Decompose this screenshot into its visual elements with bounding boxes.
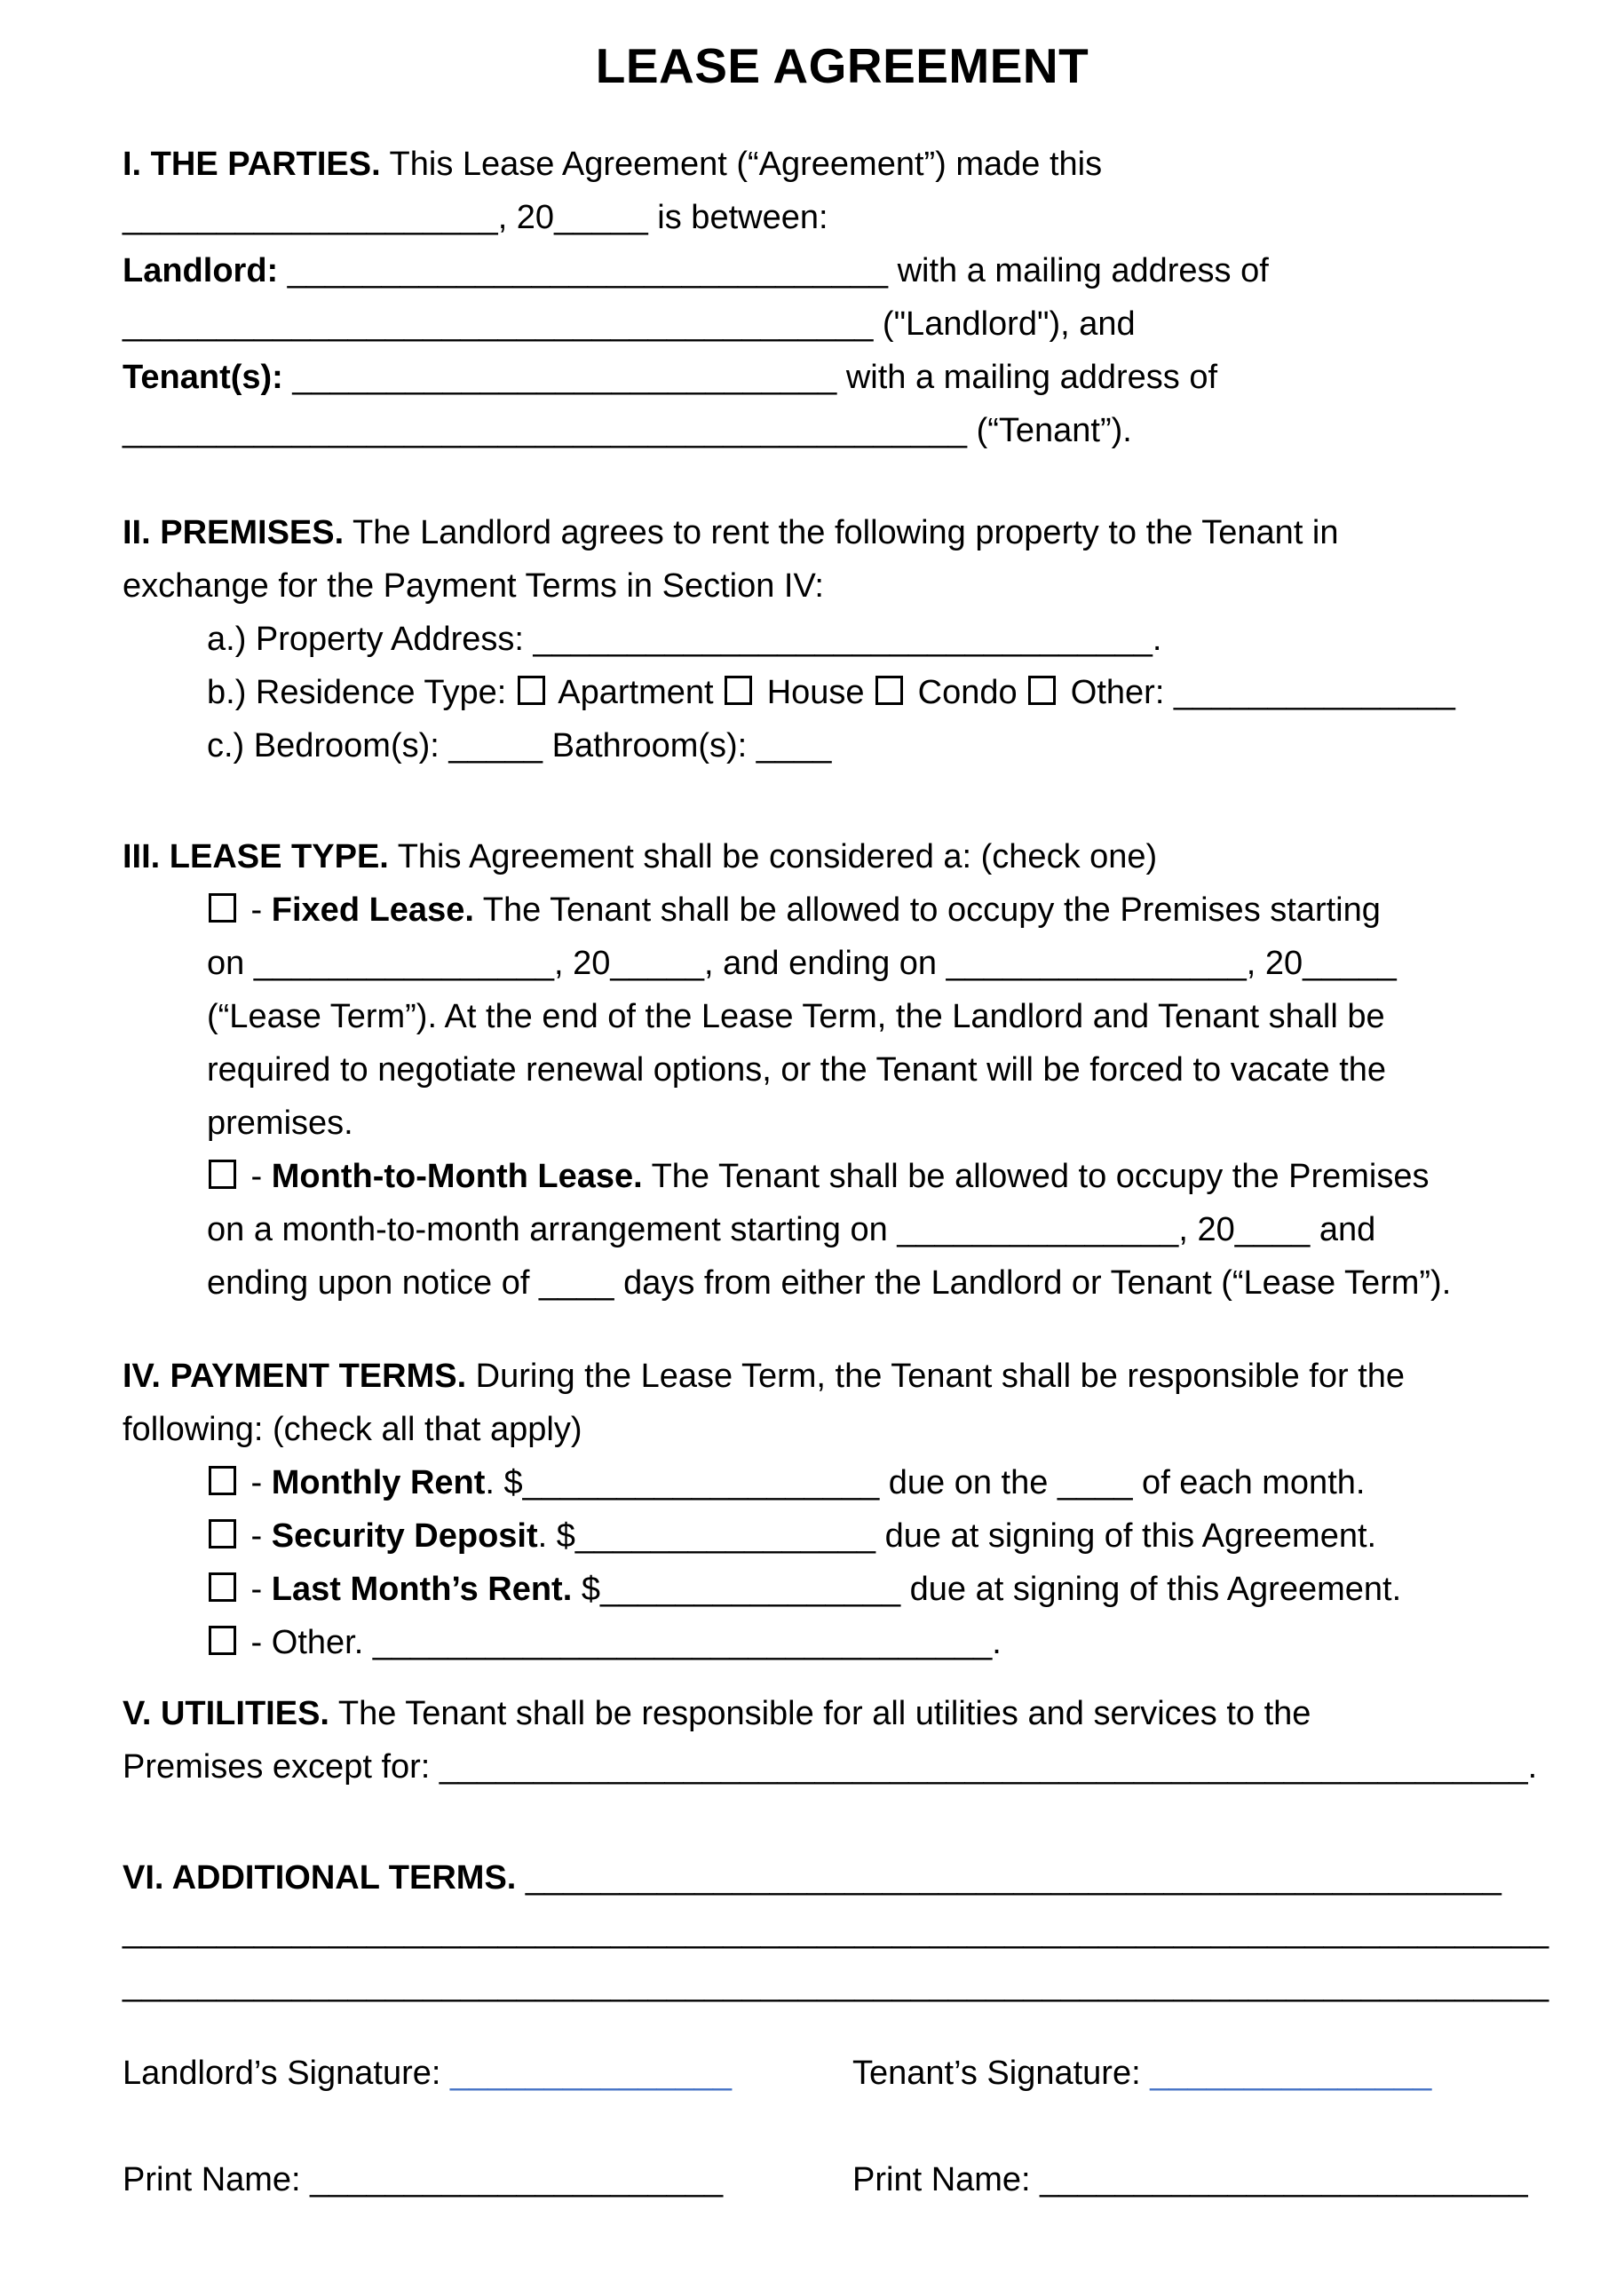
fixed-start-date-blank[interactable]: ________________ xyxy=(253,945,554,982)
bold-label: V. UTILITIES. xyxy=(123,1695,329,1732)
text-run: The Tenant shall be responsible for all utilities and services to the xyxy=(329,1695,1311,1732)
text-run: . $ xyxy=(485,1464,523,1501)
bold-label: III. LEASE TYPE. xyxy=(123,838,389,875)
tenant-name-blank[interactable]: _____________________________ xyxy=(292,359,837,396)
text-run: due at signing of this Agreement. xyxy=(875,1517,1377,1555)
fixed-end-year-blank[interactable]: _____ xyxy=(1303,945,1397,982)
bold-label: Monthly Rent xyxy=(271,1464,486,1501)
text-run: days from either the Landlord or Tenant (“Lease Term”). xyxy=(614,1264,1452,1302)
security-deposit-checkbox[interactable] xyxy=(209,1519,236,1548)
text-run: - xyxy=(242,1158,272,1195)
text-run: and xyxy=(1310,1211,1376,1248)
text-run: , 20 xyxy=(1178,1211,1235,1248)
text-run: The Tenant shall be allowed to occupy the Premises starting xyxy=(473,891,1381,929)
text-line xyxy=(123,297,1562,351)
mtm-start-date-blank[interactable]: _______________ xyxy=(897,1211,1179,1248)
rent-due-day-blank[interactable]: ____ xyxy=(1057,1464,1133,1501)
text-line xyxy=(123,1097,1562,1150)
monthly-rent-amount-blank[interactable]: ___________________ xyxy=(522,1464,880,1501)
bold-label: Tenant(s): xyxy=(123,359,293,396)
text-run: $ xyxy=(572,1571,600,1608)
other-residence-checkbox[interactable] xyxy=(1028,676,1056,705)
text-line xyxy=(123,191,1562,244)
text-line xyxy=(123,1687,1562,1740)
text-line xyxy=(123,1905,1562,1958)
text-run: This Agreement shall be considered a: (check one) xyxy=(388,838,1158,875)
signature-column xyxy=(852,2047,1431,2100)
text-run: , 20 xyxy=(553,945,611,982)
section-signatures xyxy=(123,2047,1562,2206)
bathrooms-blank[interactable]: ____ xyxy=(756,727,832,764)
text-run: ending upon notice of xyxy=(207,1264,539,1302)
text-run: The Landlord agrees to rent the following property to the Tenant in xyxy=(344,514,1339,551)
text-line xyxy=(123,1403,1562,1456)
text-run: required to negotiate renewal options, or the Tenant will be forced to vacate the xyxy=(207,1051,1387,1089)
text-run: . xyxy=(1527,1748,1538,1786)
last-months-rent-amount-blank[interactable]: ________________ xyxy=(599,1571,901,1608)
text-run: exchange for the Payment Terms in Section IV: xyxy=(123,567,824,605)
text-line xyxy=(123,1851,1562,1905)
text-line xyxy=(123,1563,1562,1616)
section-utilities xyxy=(123,1687,1562,1794)
house-checkbox[interactable] xyxy=(725,676,752,705)
text-line xyxy=(123,1350,1562,1403)
text-run: - xyxy=(242,1517,272,1555)
text-run: - xyxy=(242,1464,272,1501)
text-run: Apartment xyxy=(550,674,724,711)
text-run: with a mailing address of xyxy=(836,359,1218,396)
text-run: with a mailing address of xyxy=(888,252,1269,289)
apartment-checkbox[interactable] xyxy=(518,676,545,705)
text-run: House xyxy=(757,674,875,711)
text-run: (“Tenant”). xyxy=(967,412,1132,449)
text-line xyxy=(123,719,1562,772)
text-line xyxy=(123,830,1562,883)
signature-row xyxy=(123,2047,1562,2100)
agreement-day-blank[interactable]: ____________________ xyxy=(123,199,498,236)
text-run: This Lease Agreement (“Agreement”) made this xyxy=(380,146,1103,183)
bedrooms-blank[interactable]: _____ xyxy=(448,727,543,764)
text-run: During the Lease Term, the Tenant shall be responsible for the xyxy=(466,1358,1406,1395)
text-run: Landlord’s Signature: xyxy=(123,2055,450,2092)
text-line xyxy=(123,1150,1562,1203)
additional-terms-blank-1[interactable]: ____________________________________________________ xyxy=(525,1859,1501,1897)
bold-label: II. PREMISES. xyxy=(123,514,345,551)
text-line xyxy=(123,990,1562,1043)
text-run: of each month. xyxy=(1132,1464,1366,1501)
text-line xyxy=(123,1740,1562,1794)
text-run: (“Lease Term”). At the end of the Lease Term, the Landlord and Tenant shall be xyxy=(207,998,1385,1035)
section-payment-terms xyxy=(123,1350,1562,1669)
last-months-rent-checkbox[interactable] xyxy=(209,1572,236,1602)
text-line xyxy=(123,883,1562,937)
security-deposit-amount-blank[interactable]: ________________ xyxy=(574,1517,876,1555)
bold-label: I. THE PARTIES. xyxy=(123,146,381,183)
mtm-start-year-blank[interactable]: ____ xyxy=(1234,1211,1311,1248)
text-line xyxy=(123,666,1562,719)
property-address-blank[interactable]: _________________________________ xyxy=(533,621,1153,658)
text-run: ("Landlord"), and xyxy=(873,305,1136,343)
landlord-address-blank[interactable]: ________________________________________ xyxy=(123,305,874,343)
text-run: Condo xyxy=(908,674,1027,711)
document-title: LEASE AGREEMENT xyxy=(595,38,1089,93)
month-to-month-checkbox[interactable] xyxy=(209,1160,236,1189)
other-payment-checkbox[interactable] xyxy=(209,1626,236,1655)
landlord-print-name-blank[interactable]: ______________________ xyxy=(310,2161,724,2198)
text-line xyxy=(123,506,1562,559)
text-run: . xyxy=(992,1624,1002,1661)
agreement-year-blank[interactable]: _____ xyxy=(554,199,648,236)
landlord-name-blank[interactable]: ________________________________ xyxy=(287,252,889,289)
text-line xyxy=(123,1256,1562,1310)
text-line xyxy=(123,1043,1562,1097)
additional-terms-blank-2[interactable]: ____________________________________________________________________________ xyxy=(123,1913,1549,1950)
text-run: due on the xyxy=(879,1464,1058,1501)
text-run: on xyxy=(207,945,254,982)
text-run: Tenant’s Signature: xyxy=(852,2055,1151,2092)
bold-label: Fixed Lease. xyxy=(271,891,474,929)
notice-days-blank[interactable]: ____ xyxy=(538,1264,614,1302)
fixed-end-date-blank[interactable]: ________________ xyxy=(946,945,1247,982)
utilities-exception-blank[interactable]: __________________________________________________________ xyxy=(439,1748,1528,1786)
tenant-signature-blank[interactable]: _______________ xyxy=(1150,2055,1432,2092)
text-line xyxy=(123,138,1562,191)
text-run: is between: xyxy=(647,199,828,236)
text-line xyxy=(123,1203,1562,1256)
bold-label: Month-to-Month Lease. xyxy=(271,1158,643,1195)
section-lease-type xyxy=(123,830,1562,1310)
text-line xyxy=(123,404,1562,457)
fixed-start-year-blank[interactable]: _____ xyxy=(610,945,705,982)
text-line xyxy=(123,1616,1562,1669)
signature-column xyxy=(123,2153,852,2206)
text-run: Bathroom(s): xyxy=(543,727,757,764)
text-run: . xyxy=(1152,621,1162,658)
signature-column xyxy=(852,2153,1528,2206)
text-run: - Other. xyxy=(242,1624,373,1661)
text-run: a.) Property Address: xyxy=(207,621,534,658)
print-name-row xyxy=(123,2153,1562,2206)
text-run: following: (check all that apply) xyxy=(123,1411,582,1448)
text-line xyxy=(123,937,1562,990)
fixed-lease-checkbox[interactable] xyxy=(209,893,236,923)
other-payment-blank[interactable]: _________________________________ xyxy=(372,1624,993,1661)
text-run: - xyxy=(242,1571,272,1608)
text-run: . $ xyxy=(537,1517,575,1555)
bold-label: IV. PAYMENT TERMS. xyxy=(123,1358,467,1395)
tenant-address-blank[interactable]: _____________________________________________ xyxy=(123,412,968,449)
bold-label: Landlord: xyxy=(123,252,288,289)
tenant-print-name-blank[interactable]: __________________________ xyxy=(1040,2161,1528,2198)
text-line xyxy=(123,244,1562,297)
text-line xyxy=(123,1509,1562,1563)
bold-label: Last Month’s Rent. xyxy=(271,1571,573,1608)
text-run: due at signing of this Agreement. xyxy=(900,1571,1402,1608)
text-run: Other: xyxy=(1061,674,1174,711)
text-line xyxy=(123,613,1562,666)
text-run: on a month-to-month arrangement starting on xyxy=(207,1211,898,1248)
bold-label: VI. ADDITIONAL TERMS. xyxy=(123,1859,526,1897)
monthly-rent-checkbox[interactable] xyxy=(209,1466,236,1495)
section-additional-terms xyxy=(123,1851,1562,2011)
signature-column xyxy=(123,2047,852,2100)
text-run: The Tenant shall be allowed to occupy the Premises xyxy=(642,1158,1430,1195)
text-run: Print Name: xyxy=(852,2161,1041,2198)
condo-checkbox[interactable] xyxy=(875,676,903,705)
text-line xyxy=(123,351,1562,404)
section-premises xyxy=(123,506,1562,772)
text-run: Print Name: xyxy=(123,2161,311,2198)
text-run: Premises except for: xyxy=(123,1748,440,1786)
text-run: b.) Residence Type: xyxy=(207,674,516,711)
landlord-signature-blank[interactable]: _______________ xyxy=(450,2055,733,2092)
other-residence-blank[interactable]: _______________ xyxy=(1173,674,1455,711)
text-run: premises. xyxy=(207,1105,353,1142)
text-run: , 20 xyxy=(497,199,555,236)
text-run: - xyxy=(242,891,272,929)
additional-terms-blank-3[interactable]: ____________________________________________________________________________ xyxy=(123,1966,1549,2003)
section-the-parties xyxy=(123,138,1562,457)
text-run: c.) Bedroom(s): xyxy=(207,727,449,764)
text-line xyxy=(123,559,1562,613)
text-run: , and ending on xyxy=(704,945,947,982)
text-line xyxy=(123,1456,1562,1509)
text-line xyxy=(123,1958,1562,2011)
text-run: , 20 xyxy=(1246,945,1303,982)
bold-label: Security Deposit xyxy=(271,1517,538,1555)
